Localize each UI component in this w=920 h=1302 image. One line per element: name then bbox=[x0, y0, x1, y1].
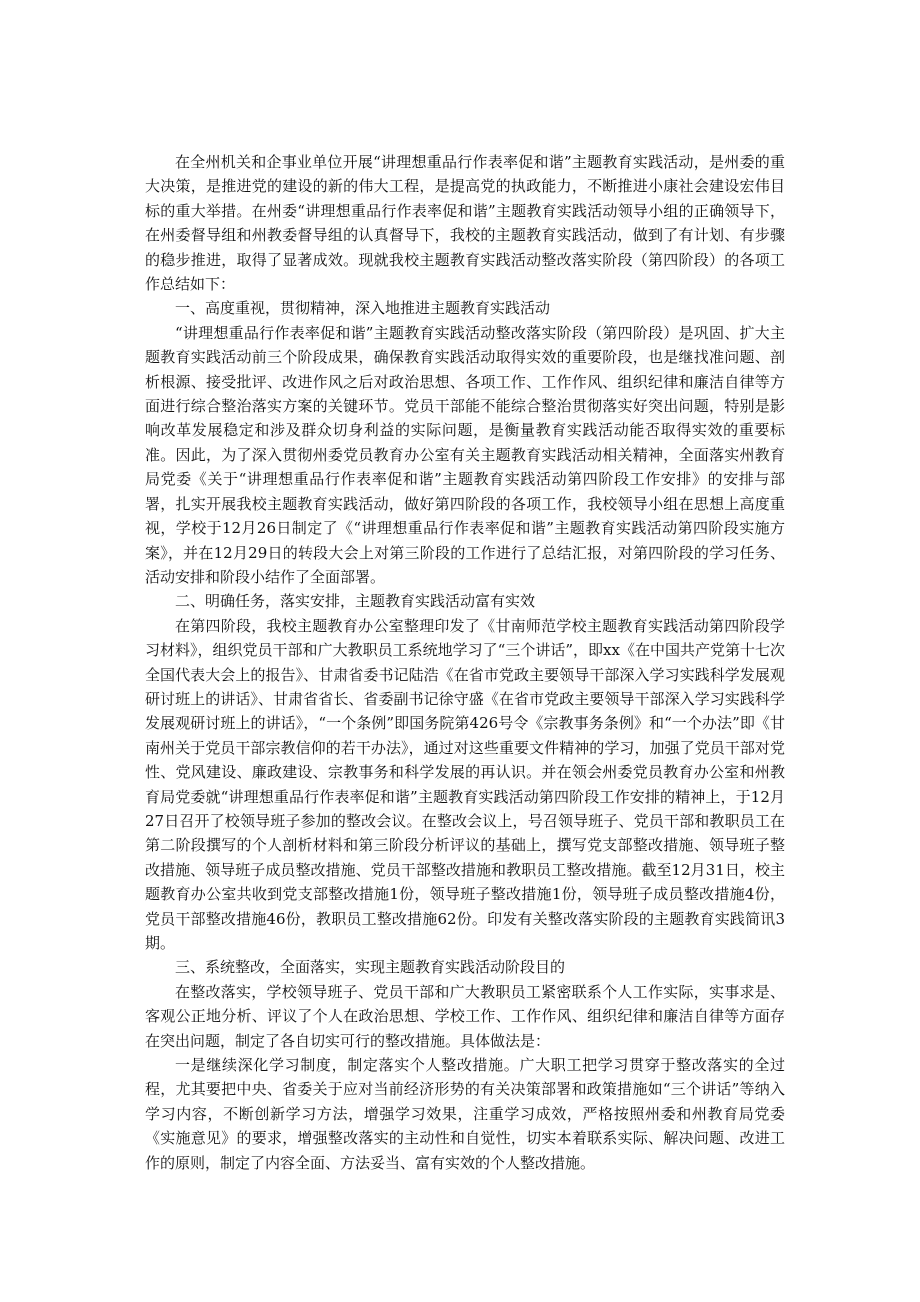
section-heading-1: 一、高度重视，贯彻精神，深入地推进主题教育实践活动 bbox=[175, 299, 551, 318]
section-2-paragraph: 在第四阶段，我校主题教育办公室整理印发了《甘南师范学校主题教育实践活动第四阶段学习材料》，组织党员干部和广大教职员工系统地学习了“三个讲话”，即xx《在中国共产党第十七次全国代表大会上的报告》、甘肃省委书记陆浩《在省市党政主要领导干部深入学习实践科学发展观研讨班上的讲话》、甘肃省省长、省委副书记徐守盛《在省市党政主要领导干部深入学习实践科学发展观研讨班上的讲话》，“一个条例”即国务院第426号令《宗教事务条例》和“一个办法”即《甘南州关于党员干部宗教信仰的若干办法》，通过对这些重要文件精神的学习，加强了党员干部对党性、党风建设、廉政建设、宗教事务和科学发展的再认识。并在领会州委党员教育办公室和州教育局党委就“讲理想重品行作表率促和谐”主题教育实践活动第四阶段工作安排的精神上，于12月27日召开了校领导班子参加的整改会议。在整改会议上，号召领导班子、党员干部和教职员工在第二阶段撰写的个人剖析材料和第三阶段分析评议的基础上，撰写党支部整改措施、领导班子整改措施、领导班子成员整改措施、党员干部整改措施和教职员工整改措施。截至12月31日，校主题教育办公室共收到党支部整改措施1份，领导班子整改措施1份，领导班子成员整改措施4份，党员干部整改措施46份，教职员工整改措施62份。印发有关整改落实阶段的主题教育实践简讯3期。 bbox=[145, 616, 785, 952]
section-heading-3: 三、系统整改，全面落实，实现主题教育实践活动阶段目的 bbox=[175, 958, 566, 977]
section-3-paragraph: 在整改落实，学校领导班子、党员干部和广大教职员工紧密联系个人工作实际，实事求是、客观公正地分析、评议了个人在政治思想、学校工作、工作作风、组织纪律和廉洁自律等方面存在突出问题，制定了各自切实可行的整改措施。具体做法是： bbox=[145, 982, 785, 1050]
document-body bbox=[145, 150, 785, 1175]
section-3-item-1-paragraph: 一是继续深化学习制度，制定落实个人整改措施。广大职工把学习贯穿于整改落实的全过程，尤其要把中央、省委关于应对当前经济形势的有关决策部署和政策措施如“三个讲话”等纳入学习内容，不断创新学习方法，增强学习效果，注重学习成效，严格按照州委和州教育局党委《实施意见》的要求，增强整改落实的主动性和自觉性，切实本着联系实际、解决问题、改进工作的原则，制定了内容全面、方法妥当、富有实效的个人整改措施。 bbox=[145, 1056, 785, 1172]
section-1-paragraph: “讲理想重品行作表率促和谐”主题教育实践活动整改落实阶段（第四阶段）是巩固、扩大主题教育实践活动前三个阶段成果，确保教育实践活动取得实效的重要阶段，也是继找准问题、剖析根源、接受批评、改进作风之后对政治思想、各项工作、工作作风、组织纪律和廉洁自律等方面进行综合整治落实方案的关键环节。党员干部能不能综合整治贯彻落实好突出问题，特别是影响改革发展稳定和涉及群众切身利益的实际问题，是衡量教育实践活动能否取得实效的重要标准。因此，为了深入贯彻州委党员教育办公室有关主题教育实践活动相关精神，全面落实州教育局党委《关于“讲理想重品行作表率促和谐”主题教育实践活动第四阶段工作安排》的安排与部署，扎实开展我校主题教育实践活动，做好第四阶段的各项工作，我校领导小组在思想上高度重视，学校于12月26日制定了《“讲理想重品行作表率促和谐”主题教育实践活动第四阶段实施方案》，并在12月29日的转段大会上对第三阶段的工作进行了总结汇报，对第四阶段的学习任务、活动安排和阶段小结作了全面部署。 bbox=[145, 323, 785, 586]
section-heading-2: 二、明确任务，落实安排，主题教育实践活动富有实效 bbox=[175, 592, 536, 611]
intro-paragraph: 在全州机关和企事业单位开展“讲理想重品行作表率促和谐”主题教育实践活动，是州委的重大决策，是推进党的建设的新的伟大工程，是提高党的执政能力，不断推进小康社会建设宏伟目标的重大举措。在州委“讲理想重品行作表率促和谐”主题教育实践活动领导小组的正确领导下，在州委督导组和州教委督导组的认真督导下，我校的主题教育实践活动，做到了有计划、有步骤的稳步推进，取得了显著成效。现就我校主题教育实践活动整改落实阶段（第四阶段）的各项工作总结如下： bbox=[145, 153, 785, 294]
